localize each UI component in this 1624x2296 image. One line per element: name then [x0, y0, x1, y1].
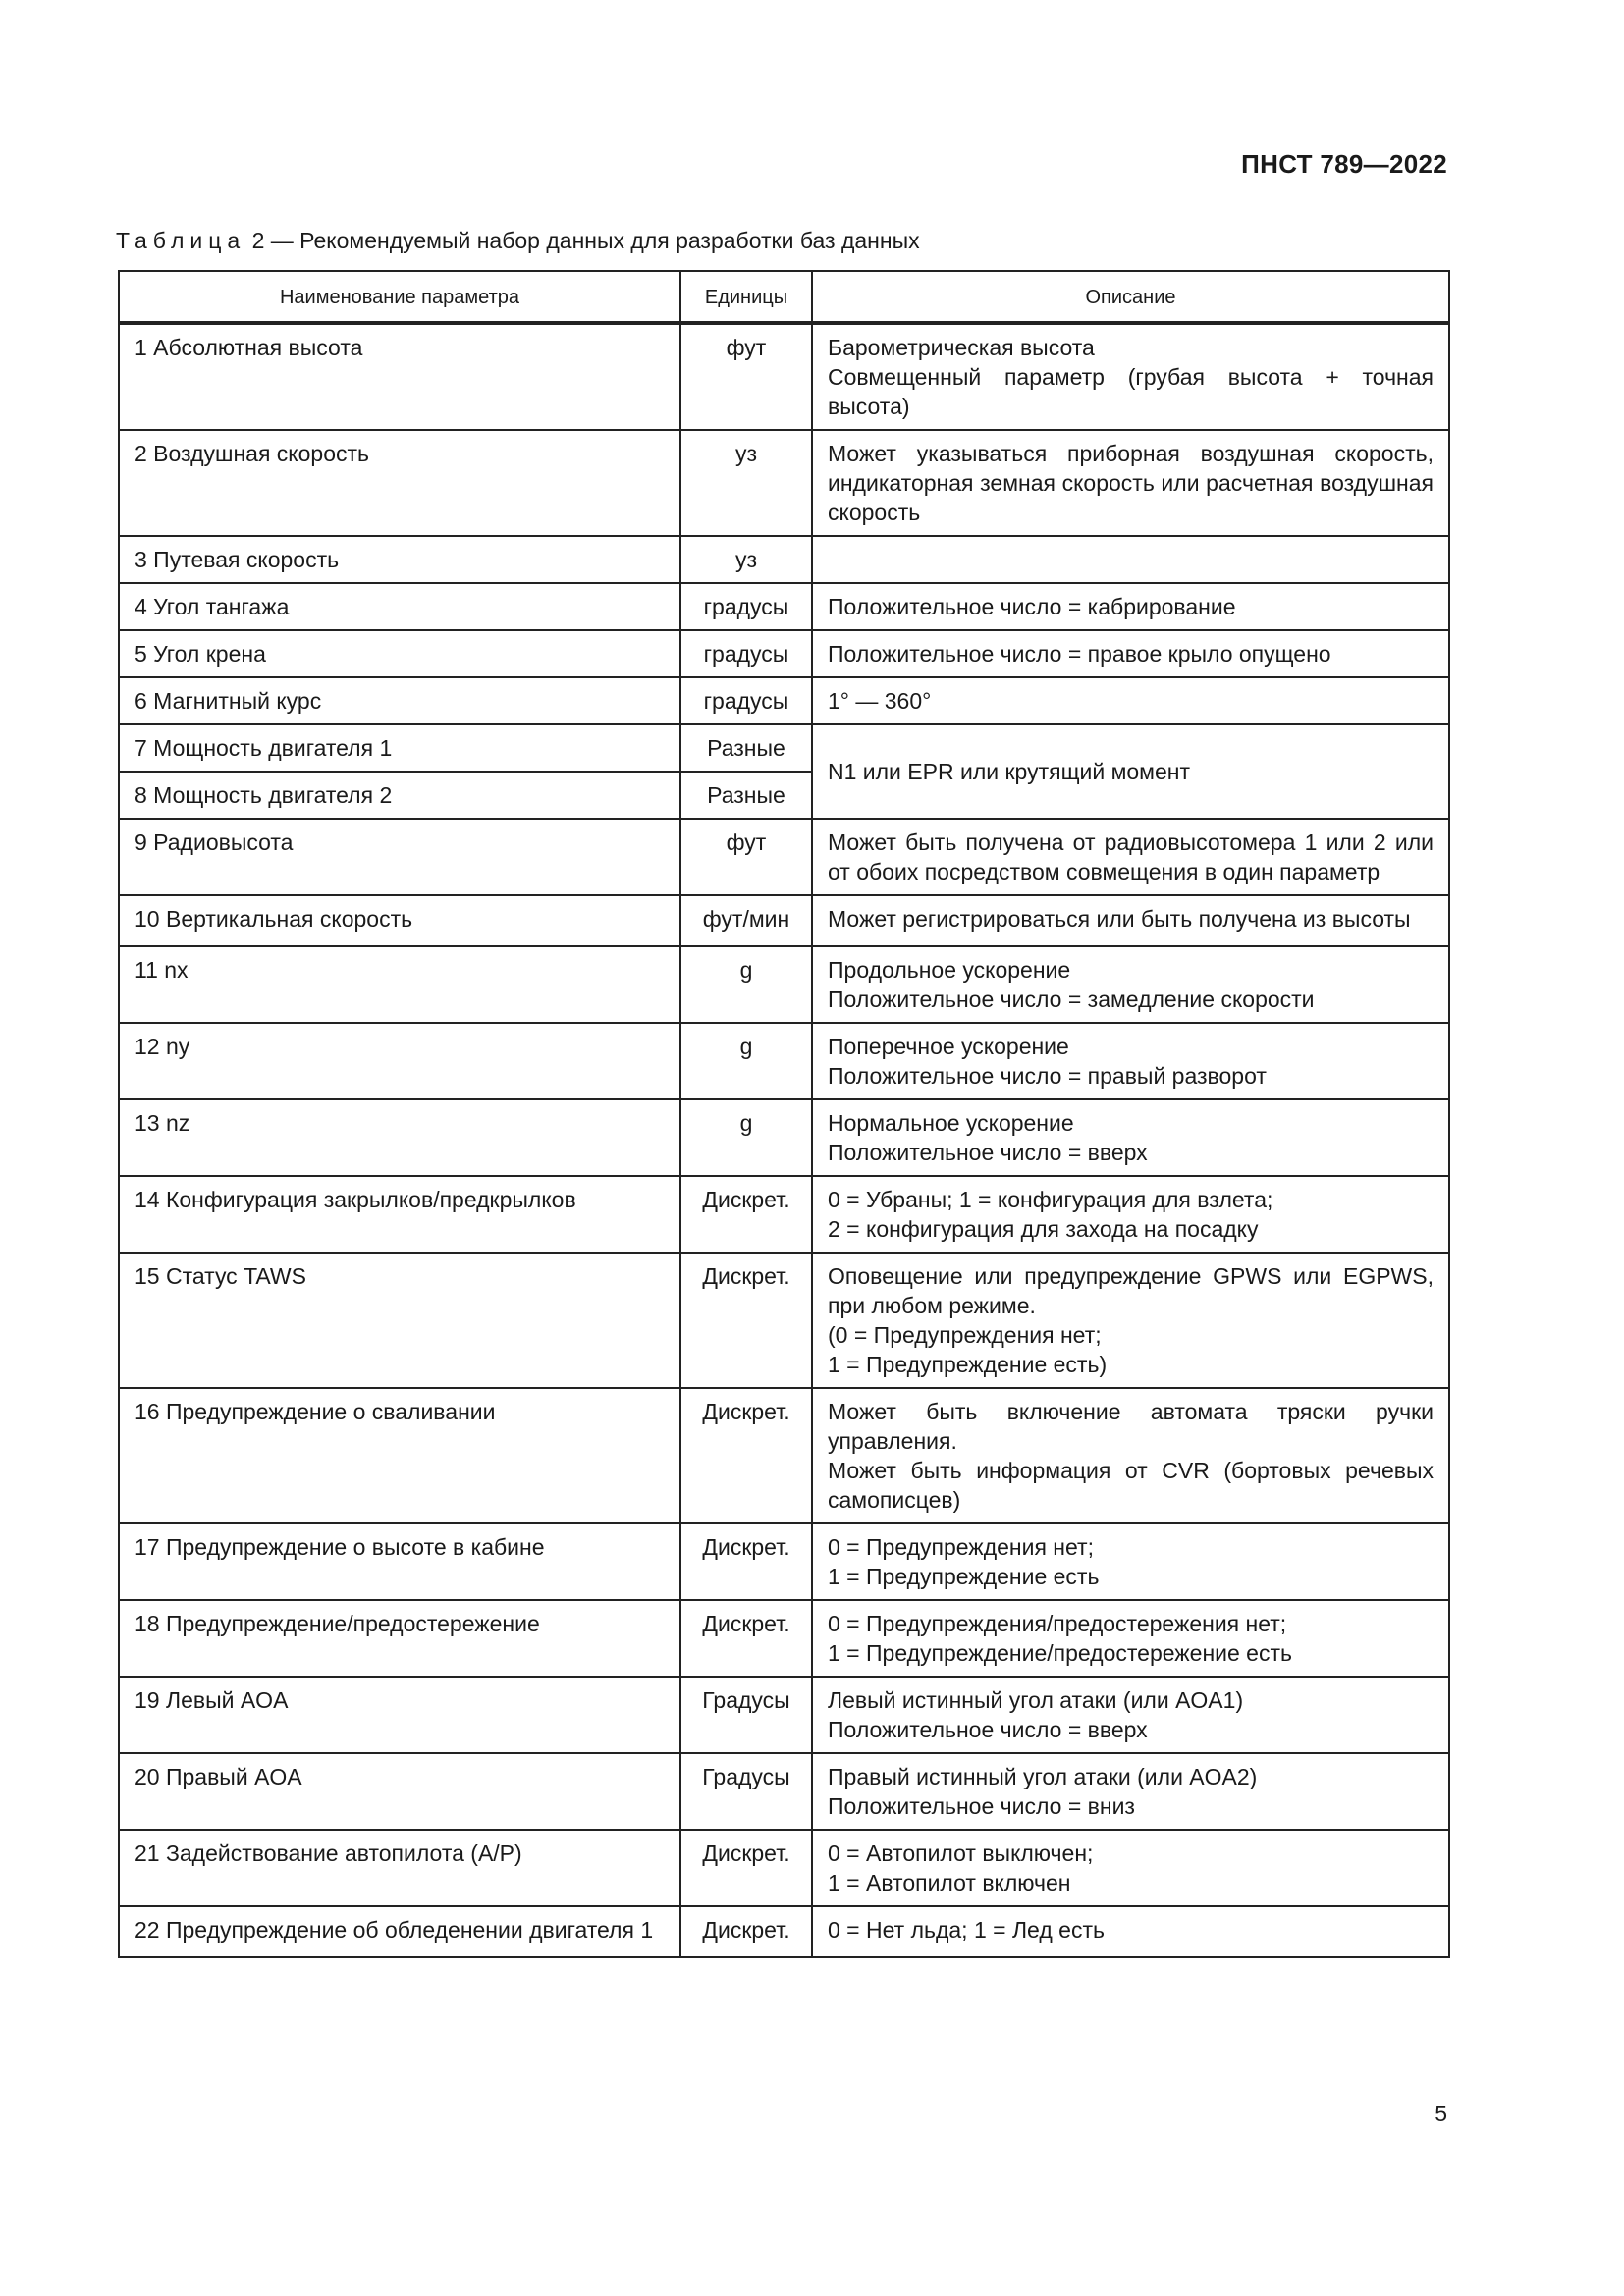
table-row — [119, 1023, 1449, 1099]
cell-units: Разные — [680, 724, 812, 772]
table-row — [119, 677, 1449, 724]
table-row — [119, 724, 1449, 772]
cell-description — [812, 1600, 1449, 1677]
cell-parameter-name: 3 Путевая скорость — [119, 536, 680, 583]
description-line: Положительное число = правый разворот — [828, 1063, 1267, 1089]
cell-description — [812, 1677, 1449, 1753]
cell-parameter-name: 1 Абсолютная высота — [119, 323, 680, 430]
table-row — [119, 583, 1449, 630]
cell-parameter-name: 18 Предупреждение/предостережение — [119, 1600, 680, 1677]
cell-description — [812, 819, 1449, 895]
cell-description — [812, 430, 1449, 536]
table-row — [119, 1677, 1449, 1753]
cell-parameter-name: 13 nz — [119, 1099, 680, 1176]
table-row — [119, 819, 1449, 895]
description-line: Может быть информация от CVR (бортовых речевых самописцев) — [828, 1458, 1434, 1513]
table-row — [119, 630, 1449, 677]
cell-units: фут/мин — [680, 895, 812, 946]
description-line: 0 = Нет льда; 1 = Лед есть — [828, 1917, 1105, 1943]
table-header-row — [119, 271, 1449, 323]
cell-description — [812, 323, 1449, 430]
table-row — [119, 1600, 1449, 1677]
description-line: Положительное число = замедление скорости — [828, 987, 1315, 1012]
description-line: Положительное число = вверх — [828, 1717, 1148, 1742]
cell-description — [812, 724, 1449, 819]
table-row — [119, 895, 1449, 946]
cell-parameter-name: 9 Радиовысота — [119, 819, 680, 895]
table-row — [119, 1523, 1449, 1600]
table-row — [119, 1253, 1449, 1388]
cell-description — [812, 1023, 1449, 1099]
cell-units: Разные — [680, 772, 812, 819]
description-line: Положительное число = вверх — [828, 1140, 1148, 1165]
cell-parameter-name: 19 Левый AOA — [119, 1677, 680, 1753]
column-header-parameter: Наименование параметра — [119, 271, 680, 323]
table-row — [119, 430, 1449, 536]
cell-parameter-name: 4 Угол тангажа — [119, 583, 680, 630]
cell-parameter-name: 15 Статус TAWS — [119, 1253, 680, 1388]
column-header-description: Описание — [812, 271, 1449, 323]
cell-units: Дискрет. — [680, 1906, 812, 1957]
cell-description — [812, 677, 1449, 724]
table-caption-text: 2 — Рекомендуемый набор данных для разработки баз данных — [251, 228, 920, 253]
cell-units: фут — [680, 323, 812, 430]
cell-description — [812, 1253, 1449, 1388]
cell-description — [812, 1176, 1449, 1253]
cell-description — [812, 1523, 1449, 1600]
cell-units: Дискрет. — [680, 1523, 812, 1600]
description-line: 0 = Предупреждения/предостережения нет; — [828, 1611, 1287, 1636]
page-number: 5 — [1435, 2101, 1447, 2126]
description-line: (0 = Предупреждения нет; — [828, 1322, 1102, 1348]
cell-description — [812, 630, 1449, 677]
cell-units: Дискрет. — [680, 1388, 812, 1523]
table-row — [119, 1906, 1449, 1957]
cell-units: градусы — [680, 630, 812, 677]
cell-parameter-name: 14 Конфигурация закрылков/предкрылков — [119, 1176, 680, 1253]
cell-parameter-name: 6 Магнитный курс — [119, 677, 680, 724]
description-line: Может быть включение автомата тряски ручки управления. — [828, 1399, 1434, 1454]
description-line: 1 = Предупреждение/предостережение есть — [828, 1640, 1292, 1666]
cell-units: g — [680, 1023, 812, 1099]
cell-units: уз — [680, 430, 812, 536]
description-line: 1° — 360° — [828, 688, 932, 714]
description-line: Барометрическая высота — [828, 335, 1095, 360]
description-line: Поперечное ускорение — [828, 1034, 1069, 1059]
description-line: Положительное число = правое крыло опущено — [828, 641, 1331, 667]
description-line: 0 = Предупреждения нет; — [828, 1534, 1094, 1560]
description-line: 1 = Предупреждение есть) — [828, 1352, 1108, 1377]
table-row — [119, 323, 1449, 430]
description-line: Может регистрироваться или быть получена из высоты — [828, 906, 1411, 932]
description-line: 0 = Убраны; 1 = конфигурация для взлета; — [828, 1187, 1273, 1212]
table-row — [119, 1388, 1449, 1523]
table-row — [119, 1099, 1449, 1176]
cell-units: уз — [680, 536, 812, 583]
cell-units: Дискрет. — [680, 1600, 812, 1677]
cell-parameter-name: 11 nx — [119, 946, 680, 1023]
cell-units: Градусы — [680, 1753, 812, 1830]
cell-units: Дискрет. — [680, 1253, 812, 1388]
cell-units: Дискрет. — [680, 1830, 812, 1906]
cell-parameter-name: 8 Мощность двигателя 2 — [119, 772, 680, 819]
description-line: Положительное число = вниз — [828, 1793, 1135, 1819]
cell-units: градусы — [680, 583, 812, 630]
cell-units: Дискрет. — [680, 1176, 812, 1253]
cell-parameter-name: 10 Вертикальная скорость — [119, 895, 680, 946]
parameters-table — [118, 270, 1450, 1958]
cell-description — [812, 1753, 1449, 1830]
description-line: Нормальное ускорение — [828, 1110, 1074, 1136]
table-row — [119, 946, 1449, 1023]
description-line: Может указываться приборная воздушная скорость, индикаторная земная скорость или расчетная воздушная скорость — [828, 441, 1434, 525]
cell-description — [812, 583, 1449, 630]
cell-parameter-name: 5 Угол крена — [119, 630, 680, 677]
column-header-units: Единицы — [680, 271, 812, 323]
cell-units: g — [680, 946, 812, 1023]
cell-description — [812, 1906, 1449, 1957]
cell-parameter-name: 17 Предупреждение о высоте в кабине — [119, 1523, 680, 1600]
cell-description — [812, 946, 1449, 1023]
table-row — [119, 1176, 1449, 1253]
cell-units: градусы — [680, 677, 812, 724]
description-line: 2 = конфигурация для захода на посадку — [828, 1216, 1259, 1242]
table-caption — [116, 228, 920, 254]
description-line: Совмещенный параметр (грубая высота + точная высота) — [828, 364, 1434, 419]
cell-parameter-name: 20 Правый AOA — [119, 1753, 680, 1830]
cell-parameter-name: 12 ny — [119, 1023, 680, 1099]
cell-parameter-name: 22 Предупреждение об обледенении двигателя 1 — [119, 1906, 680, 1957]
table-row — [119, 1753, 1449, 1830]
cell-description — [812, 1099, 1449, 1176]
cell-parameter-name: 7 Мощность двигателя 1 — [119, 724, 680, 772]
table-row — [119, 536, 1449, 583]
cell-units: g — [680, 1099, 812, 1176]
description-line: 0 = Автопилот выключен; — [828, 1841, 1094, 1866]
description-line: 1 = Предупреждение есть — [828, 1564, 1100, 1589]
description-line: Может быть получена от радиовысотомера 1 или 2 или от обоих посредством совмещения в один параметр — [828, 829, 1434, 884]
cell-parameter-name: 16 Предупреждение о сваливании — [119, 1388, 680, 1523]
table-body — [119, 323, 1449, 1957]
cell-units: фут — [680, 819, 812, 895]
cell-description — [812, 1830, 1449, 1906]
table-row — [119, 1830, 1449, 1906]
description-line: Оповещение или предупреждение GPWS или EGPWS, при любом режиме. — [828, 1263, 1434, 1318]
cell-units: Градусы — [680, 1677, 812, 1753]
cell-description — [812, 895, 1449, 946]
description-line: Правый истинный угол атаки (или AOA2) — [828, 1764, 1258, 1789]
table-caption-label: Таблица — [116, 228, 246, 253]
description-line: Левый истинный угол атаки (или AOA1) — [828, 1687, 1244, 1713]
document-designation: ПНСТ 789—2022 — [1241, 149, 1447, 179]
description-line: 1 = Автопилот включен — [828, 1870, 1071, 1896]
cell-description — [812, 536, 1449, 583]
cell-parameter-name: 21 Задействование автопилота (A/P) — [119, 1830, 680, 1906]
description-line: Положительное число = кабрирование — [828, 594, 1236, 619]
cell-parameter-name: 2 Воздушная скорость — [119, 430, 680, 536]
description-line: Продольное ускорение — [828, 957, 1071, 983]
cell-description — [812, 1388, 1449, 1523]
description-line: N1 или EPR или крутящий момент — [828, 759, 1191, 784]
